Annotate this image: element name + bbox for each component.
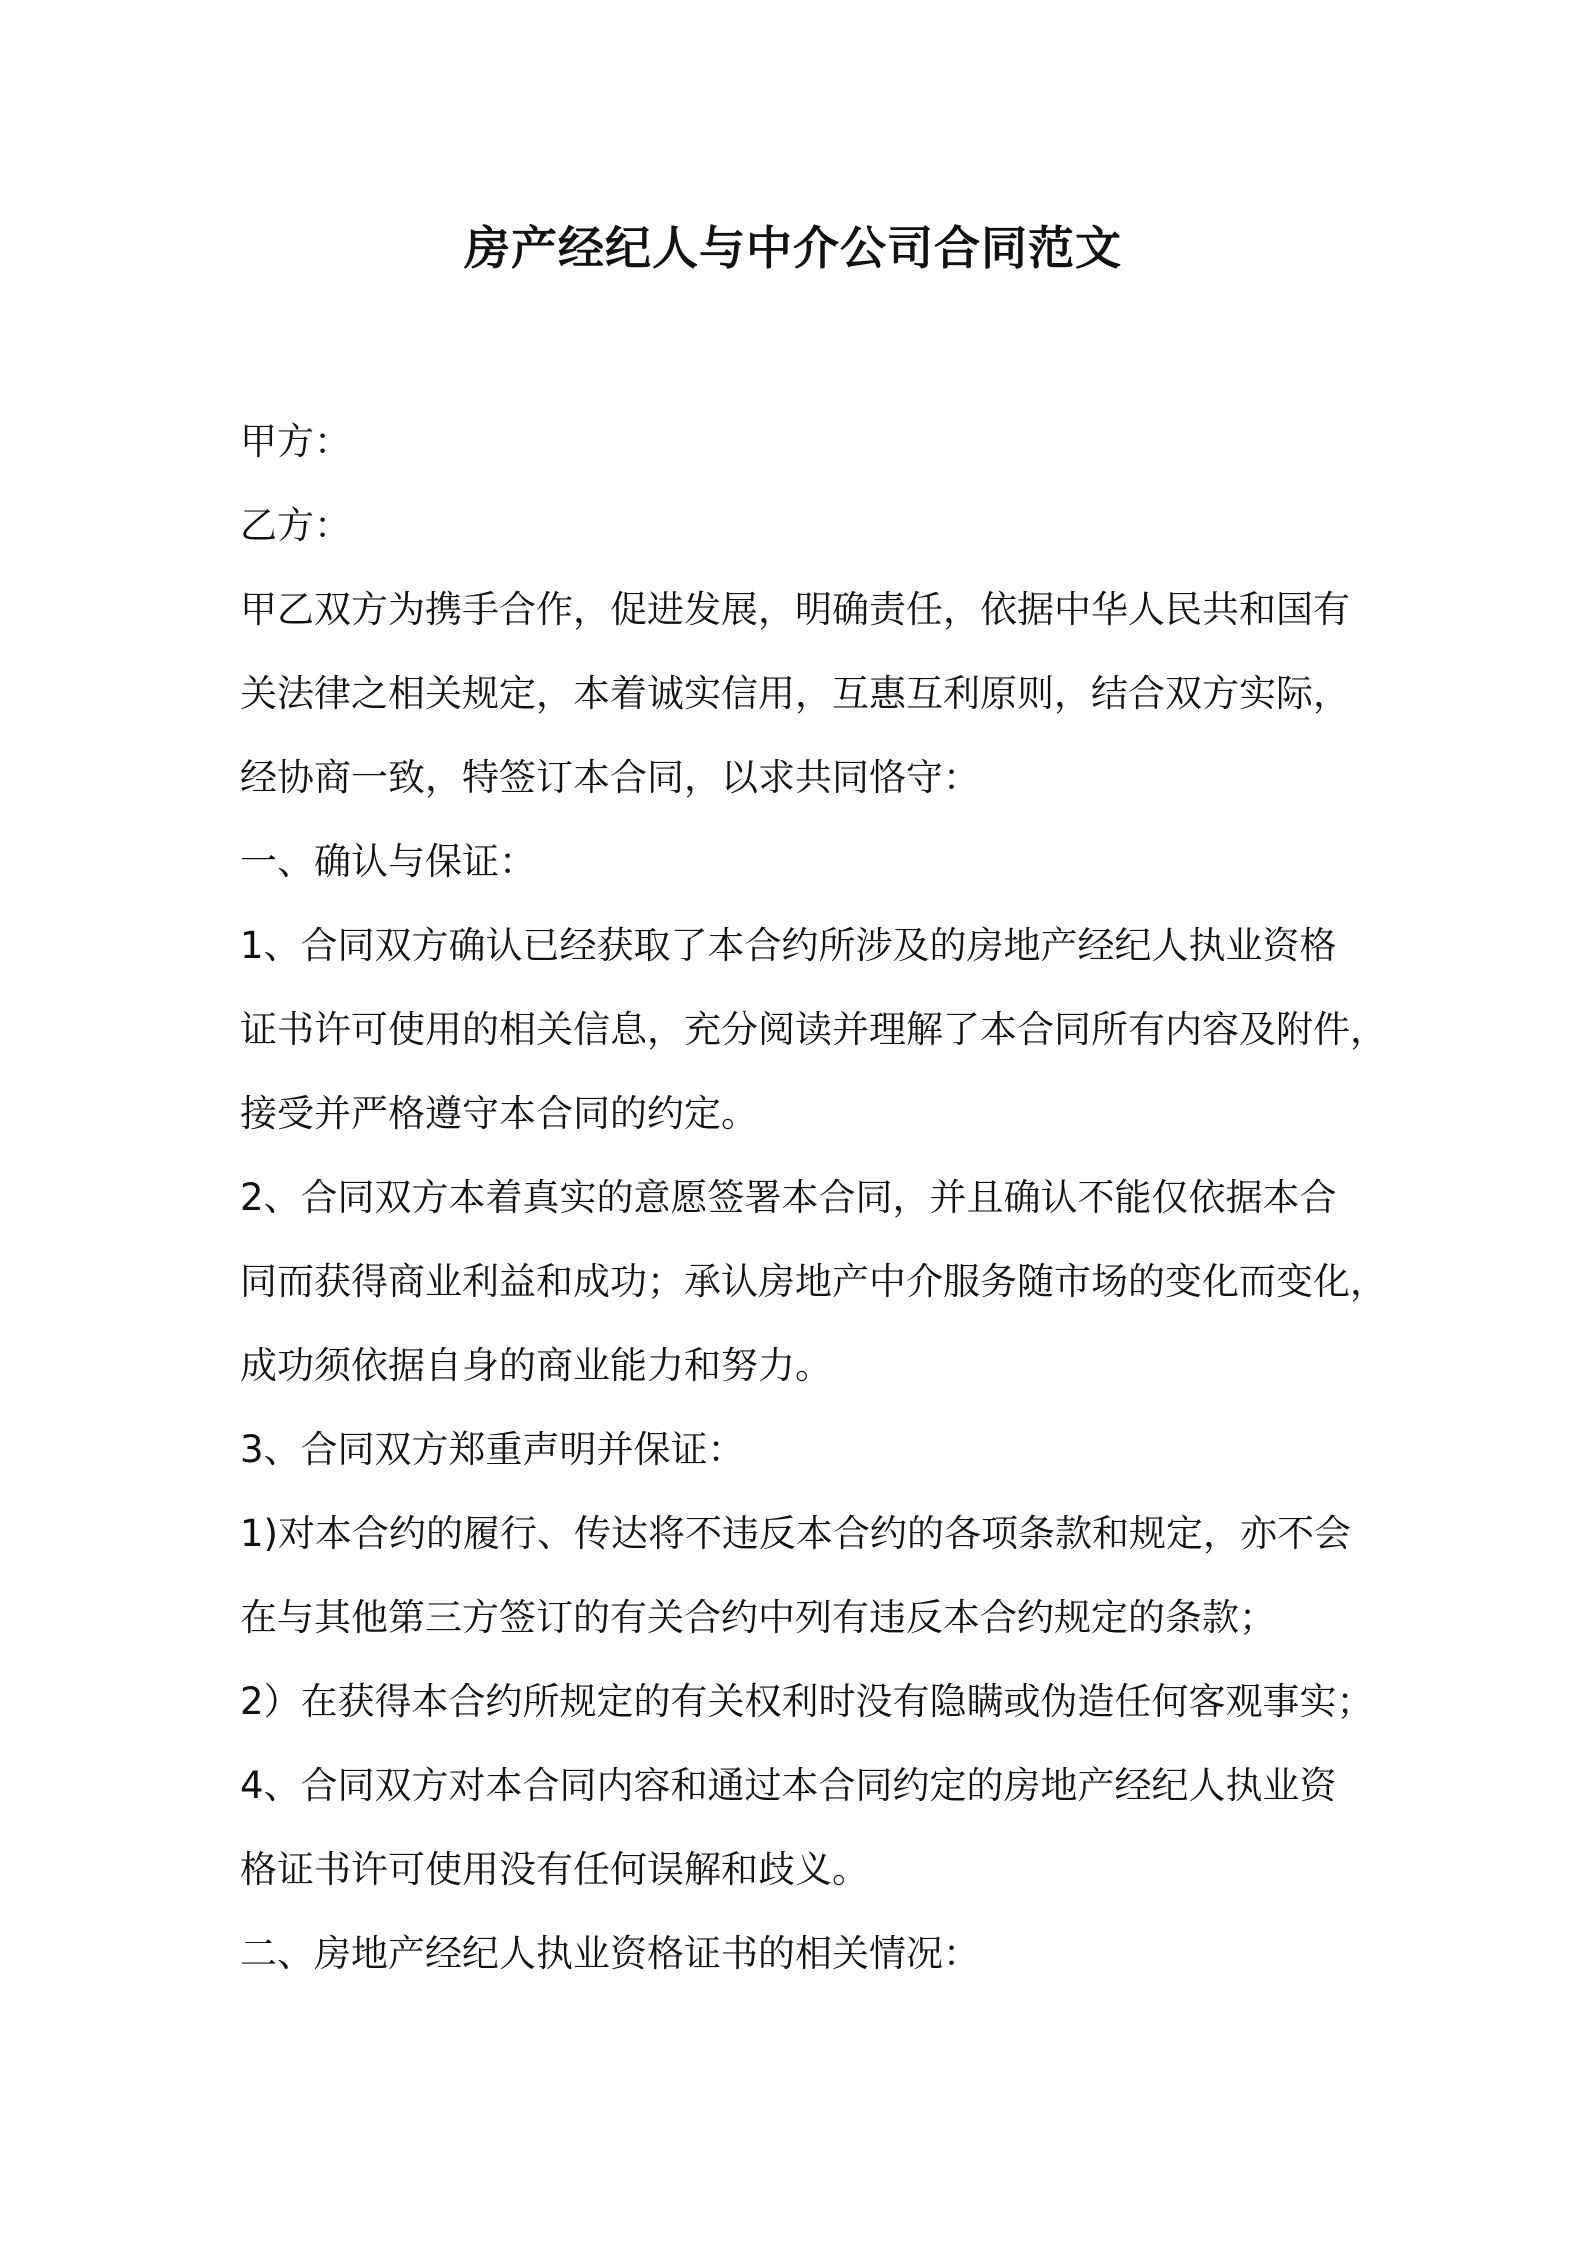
section-heading: 二、房地产经纪人执业资格证书的相关情况： — [240, 1932, 980, 1975]
document-body — [240, 400, 1387, 1996]
clause-line: 格证书许可使用没有任何误解和歧义。 — [240, 1848, 869, 1891]
clause-line: 接受并严格遵守本合同的约定。 — [240, 1092, 758, 1135]
clause-line: 1)对本合约的履行、传达将不违反本合约的各项条款和规定，亦不会 — [240, 1512, 1351, 1555]
party-b-line: 乙方： — [240, 504, 351, 547]
preamble-line: 甲乙双方为携手合作，促进发展，明确责任，依据中华人民共和国有 — [240, 588, 1350, 631]
preamble-line: 关法律之相关规定，本着诚实信用，互惠互利原则，结合双方实际， — [240, 672, 1350, 715]
clause-line: 2）在获得本合约所规定的有关权利时没有隐瞒或伪造任何客观事实； — [240, 1680, 1374, 1723]
clause-line: 同而获得商业利益和成功；承认房地产中介服务随市场的变化而变化， — [240, 1260, 1387, 1303]
party-a-line: 甲方： — [240, 420, 351, 463]
document-title: 房产经纪人与中介公司合同范文 — [464, 221, 1122, 275]
clause-line: 证书许可使用的相关信息，充分阅读并理解了本合同所有内容及附件， — [240, 1008, 1387, 1051]
clause-line: 成功须依据自身的商业能力和努力。 — [240, 1344, 832, 1387]
clause-line: 4、合同双方对本合同内容和通过本合同约定的房地产经纪人执业资 — [240, 1764, 1337, 1807]
clause-line: 1、合同双方确认已经获取了本合约所涉及的房地产经纪人执业资格 — [240, 924, 1337, 967]
section-heading: 一、确认与保证： — [240, 840, 536, 883]
clause-line: 2、合同双方本着真实的意愿签署本合同，并且确认不能仅依据本合 — [240, 1176, 1337, 1219]
preamble-line: 经协商一致，特签订本合同，以求共同恪守： — [240, 756, 980, 799]
clause-line: 在与其他第三方签订的有关合约中列有违反本合约规定的条款； — [240, 1596, 1276, 1639]
clause-line: 3、合同双方郑重声明并保证： — [240, 1428, 745, 1471]
